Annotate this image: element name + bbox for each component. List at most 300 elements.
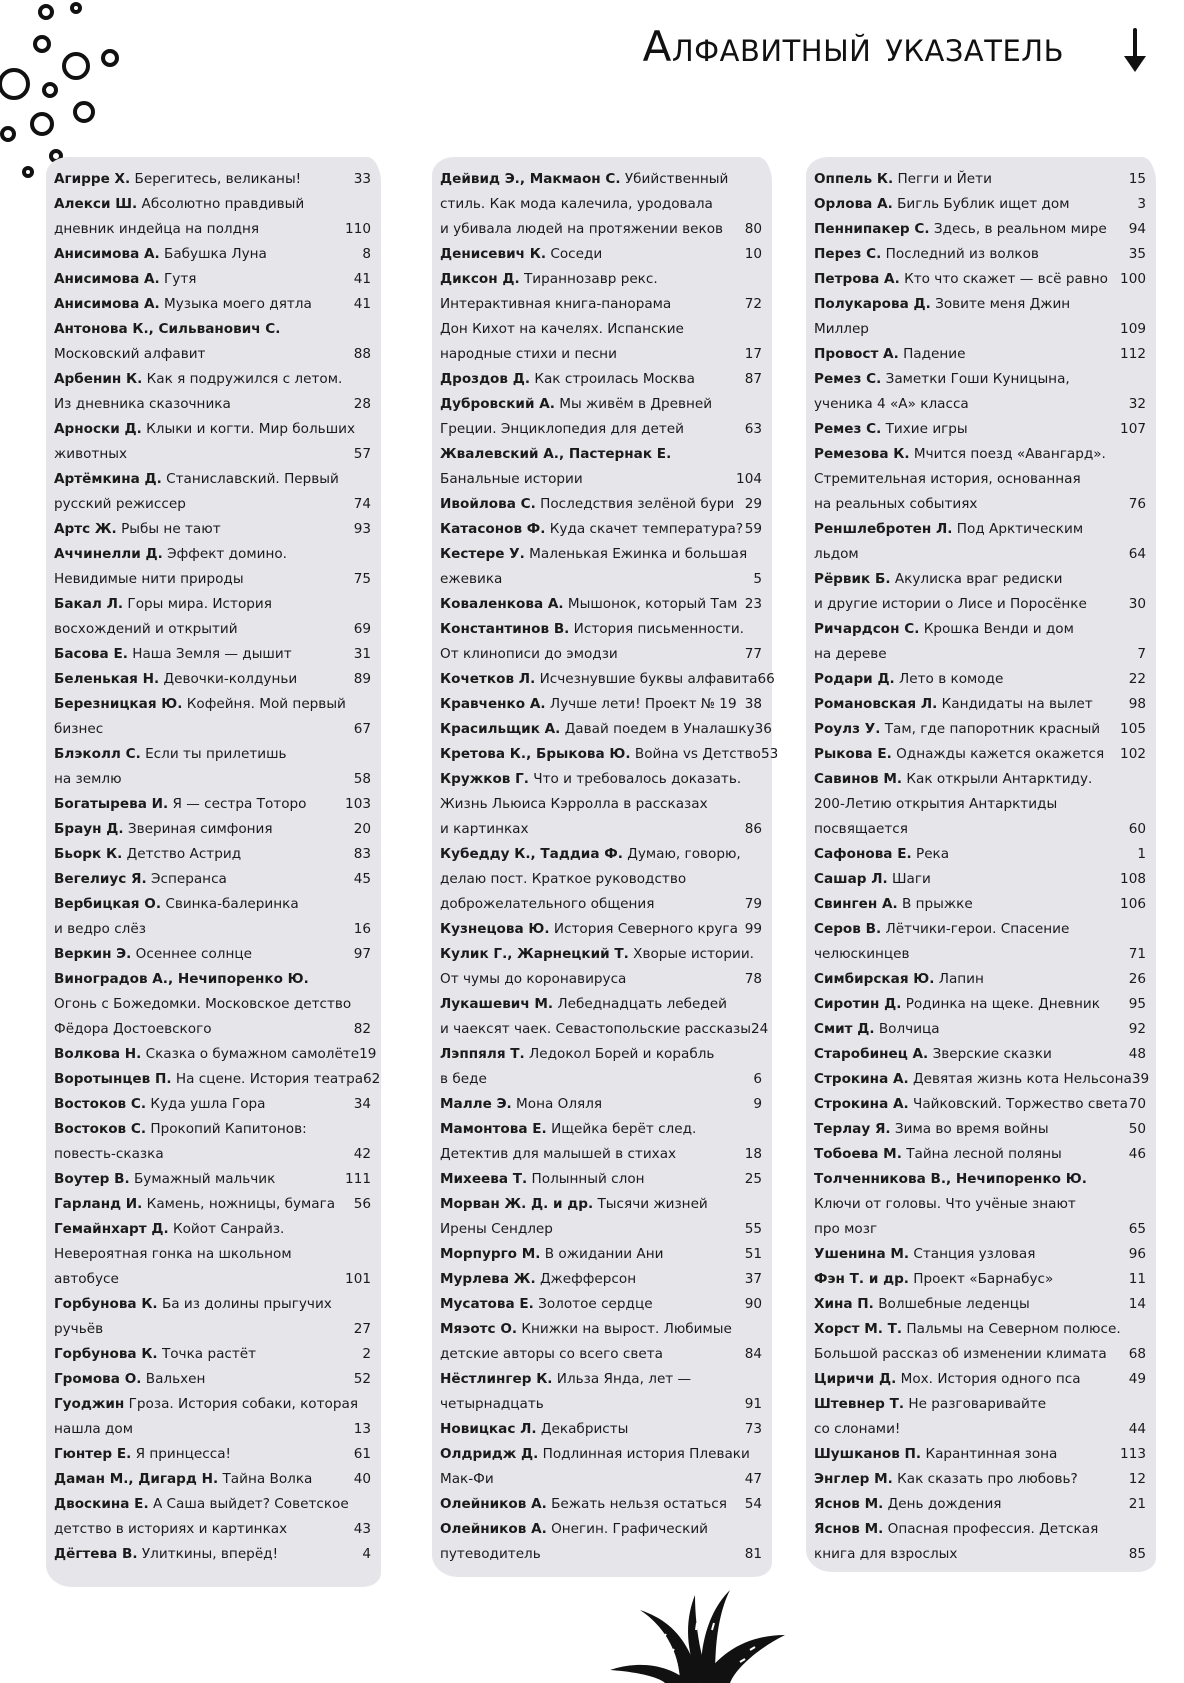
page-number: 24 (750, 1021, 769, 1037)
book-title: со слонами! (814, 1421, 901, 1437)
book-title: дневник индейца на полдня (54, 221, 260, 237)
book-title: Невероятная гонка на школьном (54, 1246, 292, 1262)
author-name: Мурлева Ж. (440, 1271, 536, 1287)
index-entry-text (54, 517, 221, 542)
book-title: Зверские сказки (932, 1046, 1052, 1062)
page-number (1146, 292, 1148, 317)
index-entry-text (814, 592, 1087, 617)
page-number: 100 (1120, 271, 1146, 287)
page-number (371, 467, 373, 492)
page-number: 92 (1128, 1021, 1146, 1037)
index-line (814, 1542, 1148, 1567)
index-line (440, 1192, 764, 1217)
book-title: Тираннозавр рекс. (523, 271, 658, 287)
index-line (440, 917, 764, 942)
index-entry-text (814, 1242, 1035, 1267)
index-entry-text (814, 667, 1003, 692)
author-name: Денисевич К. (440, 246, 546, 262)
index-entry-text (814, 1317, 1121, 1342)
book-title: Девятая жизнь кота Нельсона (913, 1071, 1132, 1087)
index-entry-text (440, 317, 684, 342)
page-number (762, 1317, 764, 1342)
book-title: Интерактивная книга-панорама (440, 296, 672, 312)
page-number: 43 (353, 1521, 371, 1537)
book-title: На сцене. История театра (175, 1071, 364, 1087)
index-line (814, 617, 1148, 642)
index-line (440, 517, 764, 542)
page-number: 17 (744, 346, 762, 362)
page-number (762, 1367, 764, 1392)
book-title: От чумы до коронавируса (440, 971, 627, 987)
index-entry-text (440, 1392, 544, 1417)
index-entry-text (440, 417, 684, 442)
page-number: 27 (353, 1321, 371, 1337)
page-number: 98 (1128, 696, 1146, 712)
page-number (762, 792, 764, 817)
page-number (1146, 1517, 1148, 1542)
index-entry-text (814, 642, 887, 667)
book-title: Зовите меня Джин (935, 296, 1071, 312)
index-entry-text (54, 767, 122, 792)
page-number: 110 (345, 221, 371, 237)
author-name: Кочетков Л. (440, 671, 536, 687)
index-line (814, 567, 1148, 592)
index-line (440, 692, 764, 717)
index-entry-text (440, 1292, 653, 1317)
book-title: Заметки Гоши Куницына, (885, 371, 1070, 387)
page-number (371, 1242, 373, 1267)
index-entry-text (814, 1442, 1057, 1467)
book-title: и убивала людей на протяжении веков (440, 221, 724, 237)
index-line (54, 1092, 373, 1117)
index-entry-text (440, 617, 744, 642)
author-name: Вегелиус Я. (54, 871, 147, 887)
index-line (814, 167, 1148, 192)
page-number (1146, 467, 1148, 492)
index-entry-text (54, 1542, 278, 1567)
page-number: 44 (1128, 1421, 1146, 1437)
index-entry-text (54, 1317, 103, 1342)
index-line (440, 467, 764, 492)
page-number: 80 (744, 221, 762, 237)
author-name: Полукарова Д. (814, 296, 931, 312)
page-number: 21 (1128, 1496, 1146, 1512)
book-title: Ирены Сендлер (440, 1221, 553, 1237)
index-entry-text (440, 1192, 708, 1217)
author-name: Хина П. (814, 1296, 874, 1312)
index-line (54, 1467, 373, 1492)
book-title: Здесь, в реальном мире (933, 221, 1107, 237)
book-title: и картинках (440, 821, 529, 837)
index-line (814, 392, 1148, 417)
index-line (54, 867, 373, 892)
book-title: Я — сестра Тоторо (172, 796, 307, 812)
index-entry-text (814, 217, 1107, 242)
index-entry-text (440, 1542, 541, 1567)
book-title: Что и требовалось доказать. (533, 771, 742, 787)
author-name: Олейников А. (440, 1496, 547, 1512)
book-title: Ключи от головы. Что учёные знают (814, 1196, 1076, 1212)
page-number (762, 317, 764, 342)
page-number: 93 (353, 521, 371, 537)
author-name: Строкина А. (814, 1071, 909, 1087)
index-entry-text (814, 1342, 1107, 1367)
index-line (814, 492, 1148, 517)
index-entry-text (54, 292, 312, 317)
book-title: Улиткины, вперёд! (141, 1546, 279, 1562)
index-line (440, 1142, 764, 1167)
index-line (54, 467, 373, 492)
page-number (1146, 442, 1148, 467)
book-title: Мох. История одного пса (900, 1371, 1081, 1387)
index-entry-text (440, 967, 626, 992)
index-line (814, 642, 1148, 667)
index-entry-text (814, 542, 859, 567)
index-line (54, 1317, 373, 1342)
index-line (814, 1342, 1148, 1367)
index-line (440, 1017, 769, 1042)
page-number: 54 (744, 1496, 762, 1512)
index-line (814, 1192, 1148, 1217)
index-line (54, 642, 373, 667)
index-entry-text (814, 692, 1093, 717)
book-title: Огонь с Божедомки. Московское детство (54, 996, 352, 1012)
index-line (54, 517, 373, 542)
page-number: 91 (744, 1396, 762, 1412)
index-line (54, 1492, 373, 1517)
index-line (814, 517, 1148, 542)
page-number (371, 417, 373, 442)
book-title: Падение (903, 346, 966, 362)
index-line (814, 342, 1148, 367)
index-entry-text (814, 367, 1070, 392)
book-title: Джефферсон (539, 1271, 637, 1287)
page-number: 16 (353, 921, 371, 937)
book-title: Подлинная история Плеваки (542, 1446, 750, 1462)
page-number: 113 (1120, 1446, 1146, 1462)
page-number: 2 (362, 1346, 371, 1362)
book-title: Мчится поезд «Авангард». (913, 446, 1106, 462)
index-line (440, 1467, 764, 1492)
author-name: Арбенин К. (54, 371, 143, 387)
author-name: Яснов М. (814, 1521, 884, 1537)
index-entry-text (814, 1217, 877, 1242)
index-entry-text (814, 517, 1083, 542)
author-name: Анисимова А. (54, 246, 160, 262)
index-line (814, 917, 1148, 942)
index-entry-text (54, 617, 238, 642)
page-number (762, 392, 764, 417)
index-entry-text (54, 1067, 363, 1092)
book-title: Эсперанса (151, 871, 227, 887)
page-number (371, 892, 373, 917)
book-title: Московский алфавит (54, 346, 206, 362)
page-number (762, 542, 764, 567)
index-entry-text (814, 617, 1074, 642)
index-line (54, 167, 373, 192)
index-entry-text (440, 492, 734, 517)
book-title: Наша Земля — дышит (132, 646, 292, 662)
index-line (440, 417, 764, 442)
book-title: на землю (54, 771, 122, 787)
index-line (440, 367, 764, 392)
author-name: Катасонов Ф. (440, 521, 546, 537)
book-title: Как строилась Москва (534, 371, 695, 387)
author-name: Горбунова К. (54, 1346, 158, 1362)
index-line (814, 1217, 1148, 1242)
page-number: 68 (1128, 1346, 1146, 1362)
author-name: Дёгтева В. (54, 1546, 138, 1562)
index-line (54, 317, 373, 342)
index-line (440, 342, 764, 367)
page-number (371, 592, 373, 617)
index-entry-text (440, 567, 502, 592)
book-title: Тихие игры (885, 421, 968, 437)
book-title: Абсолютно правдивый (141, 196, 305, 212)
index-entry-text (814, 1042, 1052, 1067)
index-line (814, 1242, 1148, 1267)
index-entry-text (54, 942, 252, 967)
book-title: Гутя (164, 271, 197, 287)
index-line (814, 792, 1148, 817)
page-number: 72 (744, 296, 762, 312)
book-title: Камень, ножницы, бумага (146, 1196, 336, 1212)
page-number: 67 (353, 721, 371, 737)
author-name: Перез С. (814, 246, 882, 262)
book-title: Декабристы (540, 1421, 629, 1437)
book-title: ручьёв (54, 1321, 104, 1337)
index-entry-text (814, 1192, 1076, 1217)
index-entry-text (814, 967, 984, 992)
index-entry-text (440, 667, 758, 692)
book-title: От клинописи до эмодзи (440, 646, 618, 662)
author-name: Романовская Л. (814, 696, 938, 712)
index-line (440, 1392, 764, 1417)
page-number (371, 1217, 373, 1242)
author-name: Симбирская Ю. (814, 971, 935, 987)
author-name: Двоскина Е. (54, 1496, 149, 1512)
author-name: Шушканов П. (814, 1446, 922, 1462)
index-entry-text (814, 1367, 1081, 1392)
index-entry-text (440, 1067, 487, 1092)
index-entry-text (54, 317, 280, 342)
index-line (440, 1417, 764, 1442)
index-entry-text (440, 542, 747, 567)
index-entry-text (814, 417, 968, 442)
index-line (440, 617, 764, 642)
index-entry-text (54, 667, 297, 692)
book-title: посвящается (814, 821, 908, 837)
book-title: Берегитесь, великаны! (134, 171, 302, 187)
page-number (371, 1292, 373, 1317)
author-name: Пеннипакер С. (814, 221, 930, 237)
index-line (814, 1292, 1148, 1317)
index-line (814, 1417, 1148, 1442)
book-title: Куда скачет температура? (549, 521, 744, 537)
page-number: 66 (757, 671, 775, 687)
page-number: 33 (353, 171, 371, 187)
page-number: 56 (353, 1196, 371, 1212)
author-name: Савинов М. (814, 771, 903, 787)
book-title: Горы мира. История (127, 596, 272, 612)
index-line (54, 217, 373, 242)
author-name: Беленькая Н. (54, 671, 160, 687)
book-title: челюскинцев (814, 946, 910, 962)
index-entry-text (54, 592, 272, 617)
author-name: Кружков Г. (440, 771, 529, 787)
index-entry-text (440, 1042, 714, 1067)
index-entry-text (54, 1267, 119, 1292)
book-title: Дон Кихот на качелях. Испанские (440, 321, 684, 337)
index-entry-text (54, 1017, 212, 1042)
index-line (440, 1067, 764, 1092)
author-name: Терлау Я. (814, 1121, 891, 1137)
author-name: Громова О. (54, 1371, 142, 1387)
book-title: животных (54, 446, 127, 462)
author-name: Кестере У. (440, 546, 525, 562)
index-entry-text (54, 392, 231, 417)
page-number: 52 (353, 1371, 371, 1387)
page-number: 90 (744, 1296, 762, 1312)
index-line (54, 1067, 381, 1092)
page-number: 34 (353, 1096, 371, 1112)
index-entry-text (440, 192, 713, 217)
index-entry-text (440, 267, 658, 292)
author-name: Востоков С. (54, 1121, 147, 1137)
index-line (440, 317, 764, 342)
index-entry-text (440, 692, 737, 717)
book-title: Детектив для малышей в стихах (440, 1146, 677, 1162)
index-line (54, 1017, 373, 1042)
book-title: Рыбы не тают (121, 521, 221, 537)
book-title: Лучше лети! Проект № 19 (549, 696, 737, 712)
index-entry-text (440, 1467, 494, 1492)
book-title: Онегин. Графический (551, 1521, 709, 1537)
book-title: Последствия зелёной бури (540, 496, 735, 512)
index-line (440, 1117, 764, 1142)
author-name: Петрова А. (814, 271, 900, 287)
index-line (814, 417, 1148, 442)
book-title: и ведро слёз (54, 921, 146, 937)
author-name: Тобоева М. (814, 1146, 902, 1162)
book-title: Бежать нельзя остаться (551, 1496, 727, 1512)
book-title: Последний из волков (885, 246, 1039, 262)
index-line (814, 842, 1148, 867)
author-name: Гарланд И. (54, 1196, 143, 1212)
index-line (54, 717, 373, 742)
author-name: Константинов В. (440, 621, 570, 637)
index-line (440, 167, 764, 192)
index-entry-text (814, 192, 1069, 217)
index-entry-text (440, 217, 723, 242)
page-number (371, 692, 373, 717)
author-name: Виноградов А., Нечипоренко Ю. (54, 971, 309, 987)
index-line (54, 542, 373, 567)
book-title: Опасная профессия. Детская (887, 1521, 1099, 1537)
page-number (1146, 367, 1148, 392)
page-number (371, 1117, 373, 1142)
book-title: Банальные истории (440, 471, 583, 487)
book-title: Станиславский. Первый (166, 471, 339, 487)
index-line (54, 1442, 373, 1467)
index-line (814, 367, 1148, 392)
index-line (814, 1367, 1148, 1392)
index-entry-text (814, 267, 1108, 292)
author-name: Кретова К., Брыкова Ю. (440, 746, 631, 762)
book-title: Шаги (892, 871, 931, 887)
book-title: В ожидании Ани (544, 1246, 664, 1262)
index-line (54, 392, 373, 417)
author-name: Горбунова К. (54, 1296, 158, 1312)
index-entry-text (814, 992, 1100, 1017)
author-name: Реншлебротен Л. (814, 521, 953, 537)
book-title: Куда ушла Гора (150, 1096, 266, 1112)
author-name: Ушенина М. (814, 1246, 910, 1262)
page-number: 64 (1128, 546, 1146, 562)
book-title: Там, где папоротник красный (884, 721, 1101, 737)
page-number: 69 (353, 621, 371, 637)
index-line (54, 492, 373, 517)
index-line (440, 767, 764, 792)
page-number (1146, 617, 1148, 642)
index-entry-text (440, 717, 755, 742)
author-name: Анисимова А. (54, 271, 160, 287)
author-name: Серов В. (814, 921, 882, 937)
index-entry-text (814, 792, 1057, 817)
book-title: Книжки на вырост. Любимые (521, 1321, 732, 1337)
page-number (1146, 917, 1148, 942)
book-title: стиль. Как мода калечила, уродовала (440, 196, 713, 212)
index-line (440, 642, 764, 667)
book-title: народные стихи и песни (440, 346, 617, 362)
author-name: Мяэотс О. (440, 1321, 518, 1337)
index-entry-text (814, 1017, 940, 1042)
book-title: ученика 4 «А» класса (814, 396, 969, 412)
index-entry-text (814, 317, 869, 342)
index-line (440, 817, 764, 842)
book-title: Зима во время войны (894, 1121, 1049, 1137)
index-line (440, 292, 764, 317)
author-name: Кубедду К., Таддиа Ф. (440, 846, 623, 862)
book-title: Не разговаривайте (908, 1396, 1047, 1412)
index-entry-text (440, 167, 728, 192)
page-number (762, 842, 764, 867)
author-name: Михеева Т. (440, 1171, 528, 1187)
page-number (371, 1492, 373, 1517)
author-name: Арноски Д. (54, 421, 142, 437)
page-number: 77 (744, 646, 762, 662)
author-name: Даман М., Дигард Н. (54, 1471, 219, 1487)
index-entry-text (814, 342, 965, 367)
index-line (814, 1442, 1148, 1467)
page-number: 96 (1128, 1246, 1146, 1262)
index-line (54, 767, 373, 792)
page-number: 85 (1128, 1546, 1146, 1562)
book-title: на реальных событиях (814, 496, 978, 512)
book-title: Если ты прилетишь (145, 746, 287, 762)
book-title: Исчезнувшие буквы алфавита (539, 671, 758, 687)
page-number (371, 742, 373, 767)
author-name: Ричардсон С. (814, 621, 920, 637)
page-number: 82 (353, 1021, 371, 1037)
index-line (54, 1542, 373, 1567)
author-name: Ремез С. (814, 371, 882, 387)
index-entry-text (440, 942, 754, 967)
page-number: 50 (1128, 1121, 1146, 1137)
author-name: Нёстлингер К. (440, 1371, 553, 1387)
page-number (762, 1117, 764, 1142)
book-title: Я принцесса! (135, 1446, 231, 1462)
